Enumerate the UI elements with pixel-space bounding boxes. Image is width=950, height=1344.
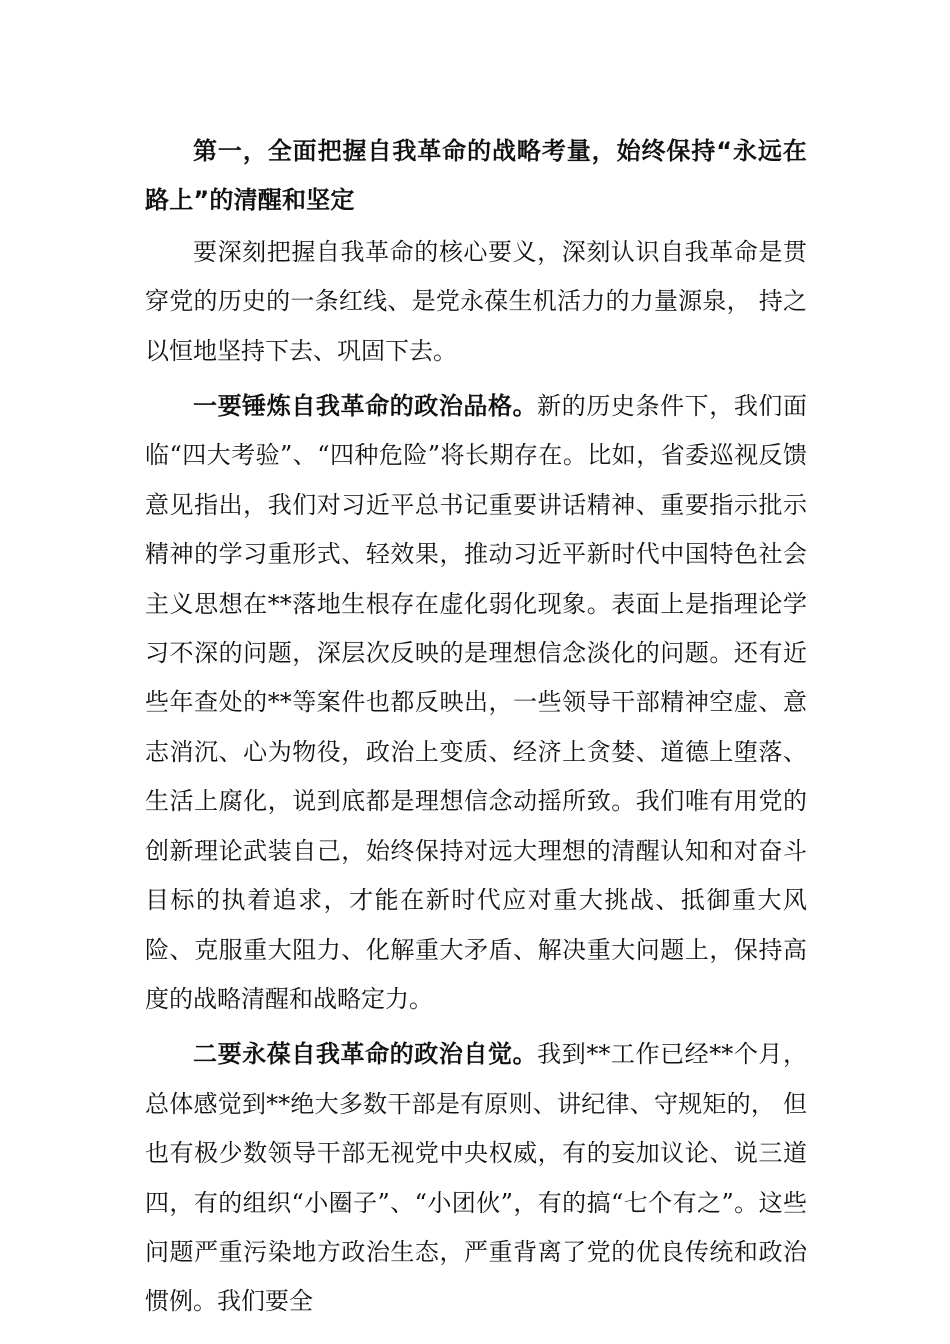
- point-two-paragraph: [145, 1029, 807, 1326]
- document-body: [145, 127, 807, 1327]
- point-one-paragraph: [145, 381, 807, 1024]
- point-one-lead: 一要锤炼自我革命的政治品格。: [193, 391, 538, 421]
- section-heading: 第一，全面把握自我革命的战略考量，始终保持“永远在路上”的清醒和坚定: [145, 137, 807, 215]
- point-two-lead: 二要永葆自我革命的政治自觉。: [193, 1039, 538, 1069]
- intro-paragraph: 要深刻把握自我革命的核心要义，深刻认识自我革命是贯穿党的历史的一条红线、是党永葆生机活力的力量源泉， 持之以恒地坚持下去、巩固下去。: [145, 237, 807, 365]
- point-one-body: 新的历史条件下，我们面临“四大考验”、“四种危险”将长期存在。比如，省委巡视反馈意见指出，我们对习近平总书记重要讲话精神、重要指示批示精神的学习重形式、轻效果，推动习近平新时代中国特色社会主义思想在**落地生根存在虚化弱化现象。表面上是指理论学习不深的问题，深层次反映的是理想信念淡化的问题。还有近些年查处的**等案件也都反映出，一些领导干部精神空虚、意志消沉、心为物役，政治上变质、经济上贪婪、道德上堕落、生活上腐化，说到底都是理想信念动摇所致。我们唯有用党的创新理论武装自己，始终保持对远大理想的清醒认知和对奋斗目标的执着追求，才能在新时代应对重大挑战、抵御重大风险、克服重大阻力、化解重大矛盾、解决重大问题上，保持高度的战略清醒和战略定力。: [145, 392, 808, 1013]
- point-two-body: 我到**工作已经**个月， 总体感觉到**绝大多数干部是有原则、讲纪律、守规矩的， 但也有极少数领导干部无视党中央权威，有的妄加议论、说三道四，有的组织“小圈子”、“小团伙”，有的搞“七个有之”。这些问题严重污染地方政治生态，严重背离了党的优良传统和政治惯例。我们要全: [145, 1040, 808, 1316]
